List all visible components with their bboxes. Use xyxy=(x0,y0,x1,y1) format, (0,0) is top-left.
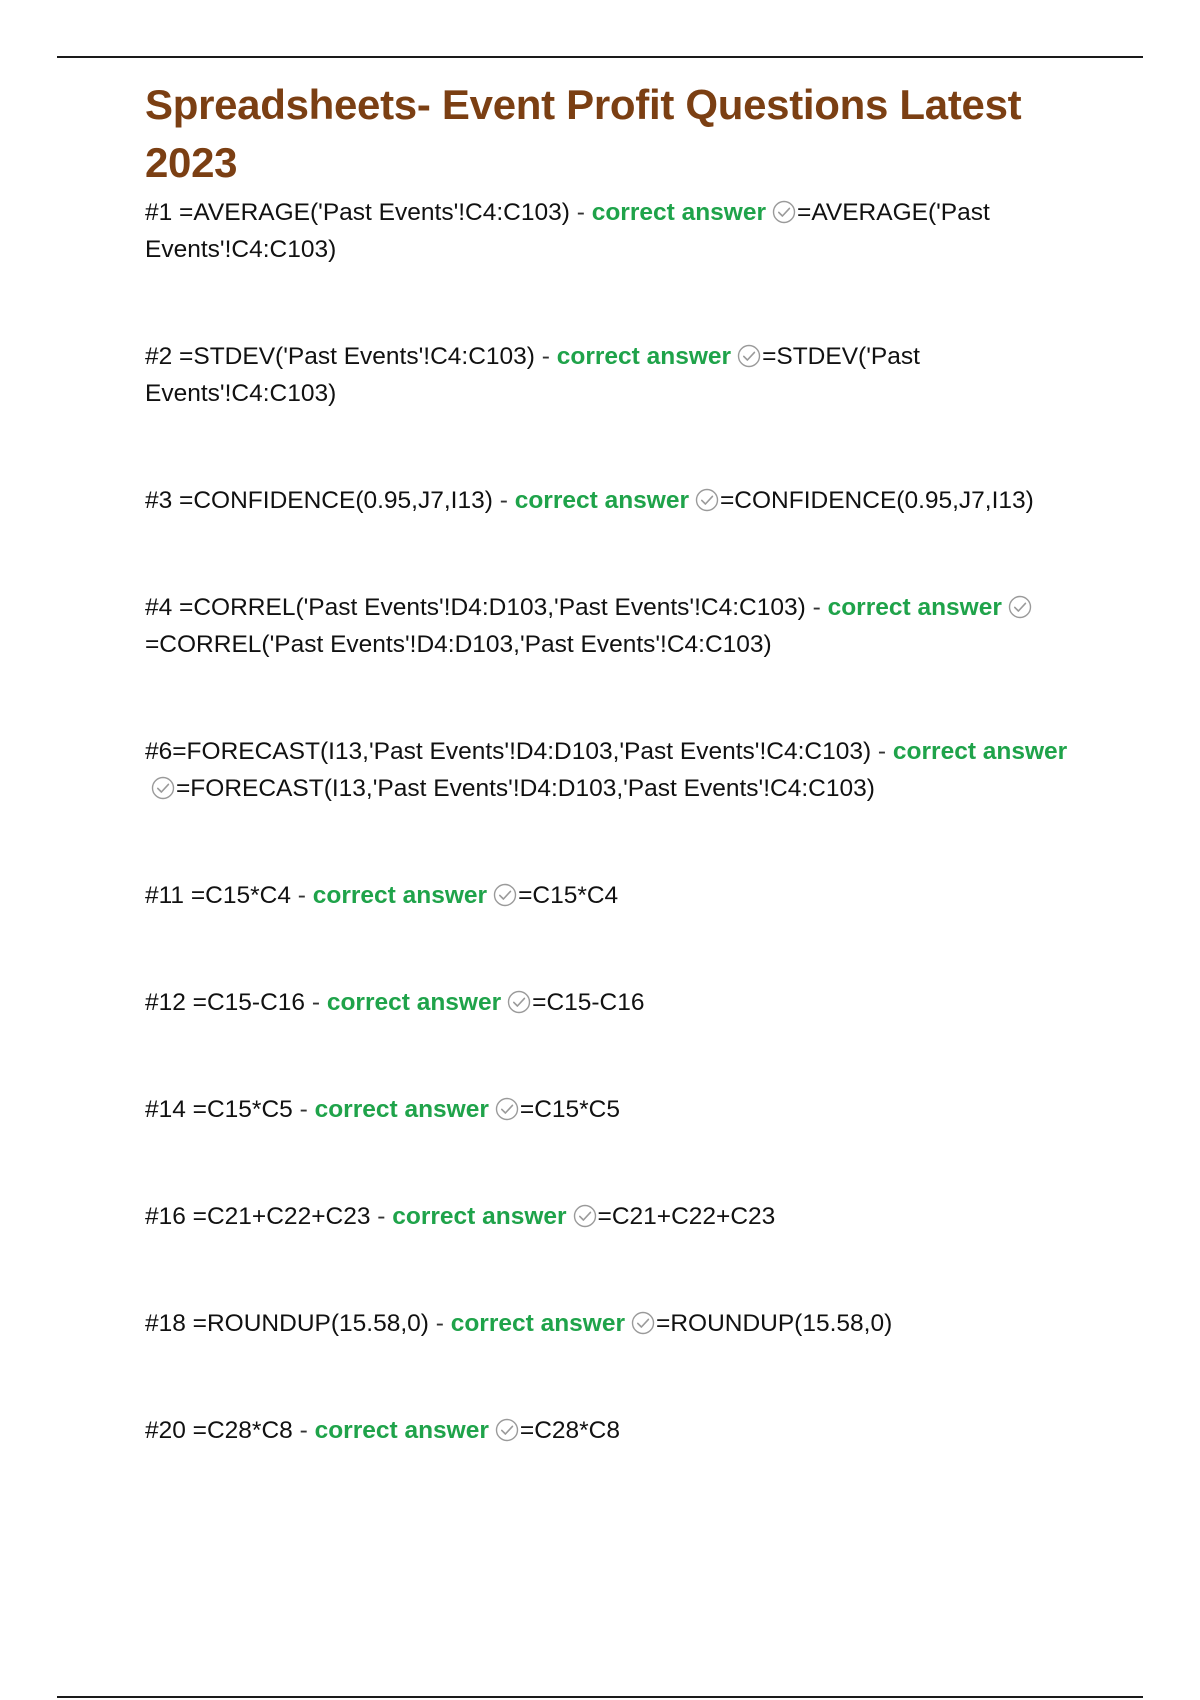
correct-answer-label: correct answer xyxy=(892,738,1068,765)
answer-text: =FORECAST(I13,'Past Events'!D4:D103,'Past Events'!C4:C103) xyxy=(176,775,875,802)
question-text: #12 =C15-C16 xyxy=(145,989,306,1016)
check-circle-icon xyxy=(573,1204,597,1228)
answer-text: =ROUNDUP(15.58,0) xyxy=(656,1310,893,1337)
question-text: #3 =CONFIDENCE(0.95,J7,I13) xyxy=(145,487,493,514)
qa-item xyxy=(145,338,1075,412)
check-circle-icon xyxy=(493,883,517,907)
correct-answer-label: correct answer xyxy=(312,882,488,909)
answer-text: =C28*C8 xyxy=(519,1417,620,1444)
correct-answer-label: correct answer xyxy=(314,1417,489,1444)
answer-text: =C15*C4 xyxy=(518,882,619,909)
question-text: #1 =AVERAGE('Past Events'!C4:C103) xyxy=(145,199,570,226)
answer-text: =CORREL('Past Events'!D4:D103,'Past Events'!C4:C103) xyxy=(145,631,772,658)
answer-text: =C21+C22+C23 xyxy=(597,1203,776,1230)
document-body xyxy=(145,76,1075,1449)
document-title: Spreadsheets- Event Profit Questions Latest 2023 xyxy=(145,81,1022,186)
separator: - xyxy=(305,989,327,1016)
qa-item xyxy=(145,1198,1075,1235)
question-text: #16 =C21+C22+C23 xyxy=(145,1203,371,1230)
separator: - xyxy=(292,1417,315,1444)
check-circle-icon xyxy=(631,1311,655,1335)
separator: - xyxy=(805,594,828,621)
qa-item xyxy=(145,194,1075,268)
answer-text: =C15*C5 xyxy=(519,1096,620,1123)
separator: - xyxy=(534,343,557,370)
correct-answer-label: correct answer xyxy=(827,594,1002,621)
question-text: #2 =STDEV('Past Events'!C4:C103) xyxy=(145,343,535,370)
qa-item xyxy=(145,482,1075,519)
separator: - xyxy=(871,738,893,765)
correct-answer-label: correct answer xyxy=(556,343,732,370)
qa-item xyxy=(145,589,1075,663)
question-text: #14 =C15*C5 xyxy=(145,1096,293,1123)
check-circle-icon xyxy=(495,1418,519,1442)
check-circle-icon xyxy=(1008,595,1032,619)
answer-text: =STDEV('Past Events'!C4:C103) xyxy=(145,343,920,407)
correct-answer-label: correct answer xyxy=(450,1310,626,1337)
correct-answer-label: correct answer xyxy=(392,1203,567,1230)
correct-answer-label: correct answer xyxy=(326,989,502,1016)
separator: - xyxy=(428,1310,451,1337)
question-text: #4 =CORREL('Past Events'!D4:D103,'Past Events'!C4:C103) xyxy=(145,594,806,621)
check-circle-icon xyxy=(151,776,175,800)
question-text: #6=FORECAST(I13,'Past Events'!D4:D103,'Past Events'!C4:C103) xyxy=(145,738,872,765)
check-circle-icon xyxy=(772,200,796,224)
separator: - xyxy=(492,487,515,514)
question-text: #20 =C28*C8 xyxy=(145,1417,293,1444)
correct-answer-label: correct answer xyxy=(591,199,767,226)
bottom-rule xyxy=(57,1696,1143,1698)
check-circle-icon xyxy=(695,488,719,512)
correct-answer-label: correct answer xyxy=(314,1096,489,1123)
qa-list xyxy=(145,194,1075,1449)
check-circle-icon xyxy=(737,344,761,368)
separator: - xyxy=(370,1203,393,1230)
separator: - xyxy=(569,199,592,226)
answer-text: =C15-C16 xyxy=(532,989,645,1016)
qa-item xyxy=(145,1091,1075,1128)
answer-text: =CONFIDENCE(0.95,J7,I13) xyxy=(720,487,1034,514)
qa-item xyxy=(145,877,1075,914)
qa-item xyxy=(145,1305,1075,1342)
separator: - xyxy=(292,1096,315,1123)
top-rule xyxy=(57,56,1143,58)
qa-item xyxy=(145,1412,1075,1449)
qa-item xyxy=(145,733,1075,807)
answer-text: =AVERAGE('Past Events'!C4:C103) xyxy=(145,199,990,263)
qa-item xyxy=(145,984,1075,1021)
question-text: #11 =C15*C4 xyxy=(145,882,291,909)
question-text: #18 =ROUNDUP(15.58,0) xyxy=(145,1310,429,1337)
separator: - xyxy=(290,882,313,909)
check-circle-icon xyxy=(495,1097,519,1121)
correct-answer-label: correct answer xyxy=(514,487,689,514)
check-circle-icon xyxy=(507,990,531,1014)
